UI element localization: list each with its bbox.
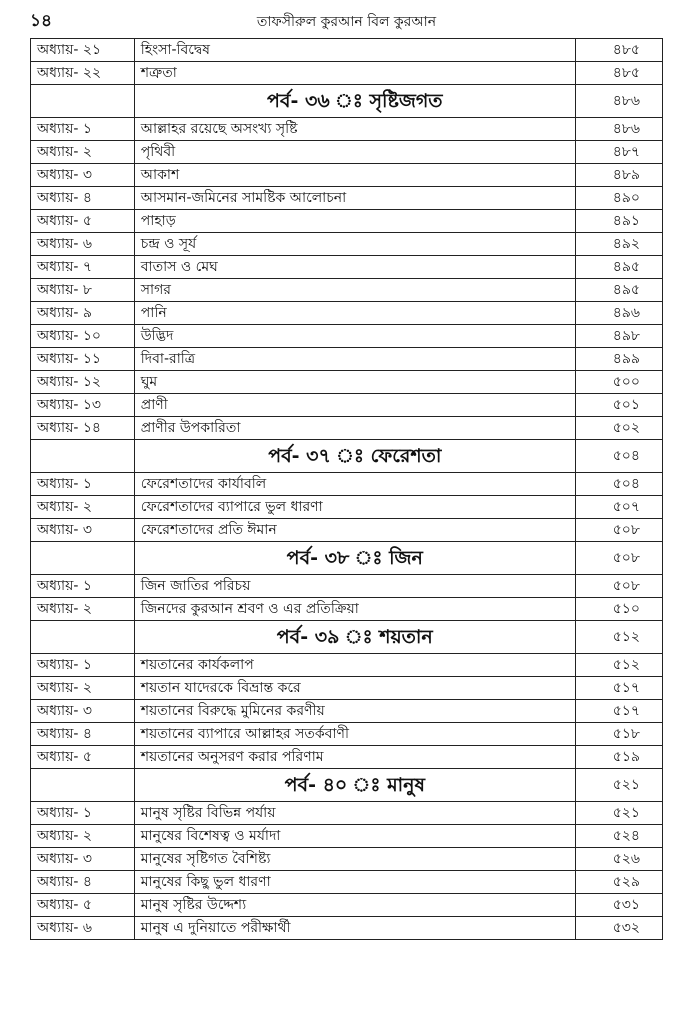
chapter-title: মানুষের সৃষ্টিগত বৈশিষ্ট্য <box>134 848 575 871</box>
chapter-label: অধ্যায়- ১ <box>31 654 135 677</box>
chapter-label: অধ্যায়- ৩ <box>31 700 135 723</box>
chapter-title: আল্লাহর রয়েছে অসংখ্য সৃষ্টি <box>134 118 575 141</box>
running-title: তাফসীরুল কুরআন বিল কুরআন <box>256 14 437 30</box>
chapter-label: অধ্যায়- ৩ <box>31 519 135 542</box>
page-number-cell: ৫০৮ <box>575 542 662 575</box>
chapter-title: পাহাড় <box>134 210 575 233</box>
empty-cell <box>31 440 135 473</box>
chapter-row <box>31 654 663 677</box>
page-number-cell: ৪৮৫ <box>575 39 662 62</box>
chapter-label: অধ্যায়- ১ <box>31 575 135 598</box>
part-heading-row <box>31 542 663 575</box>
chapter-row <box>31 279 663 302</box>
page-number-cell: ৪৮৬ <box>575 85 662 118</box>
chapter-row <box>31 394 663 417</box>
chapter-label: অধ্যায়- ৩ <box>31 848 135 871</box>
chapter-title: শয়তানের বিরুদ্ধে মুমিনের করণীয় <box>134 700 575 723</box>
chapter-row <box>31 496 663 519</box>
chapter-row <box>31 519 663 542</box>
chapter-title: শয়তানের ব্যাপারে আল্লাহর সতর্কবাণী <box>134 723 575 746</box>
chapter-row <box>31 187 663 210</box>
chapter-label: অধ্যায়- ১৩ <box>31 394 135 417</box>
page-number-cell: ৪৯০ <box>575 187 662 210</box>
page-number-cell: ৪৯৫ <box>575 279 662 302</box>
chapter-label: অধ্যায়- ৭ <box>31 256 135 279</box>
chapter-title: উদ্ভিদ <box>134 325 575 348</box>
chapter-title: চন্দ্র ও সূর্য <box>134 233 575 256</box>
chapter-label: অধ্যায়- ১ <box>31 802 135 825</box>
chapter-title: পৃথিবী <box>134 141 575 164</box>
chapter-row <box>31 164 663 187</box>
chapter-label: অধ্যায়- ৬ <box>31 233 135 256</box>
page-number-cell: ৪৮৫ <box>575 62 662 85</box>
page-number-cell: ৫০০ <box>575 371 662 394</box>
chapter-row <box>31 848 663 871</box>
chapter-title: ঘুম <box>134 371 575 394</box>
part-title: পর্ব- ৩৬ ঃ সৃষ্টিজগত <box>134 85 575 118</box>
page-number-cell: ৫১৭ <box>575 700 662 723</box>
page-number-cell: ৫০২ <box>575 417 662 440</box>
chapter-row <box>31 575 663 598</box>
page-number-cell: ৫২৯ <box>575 871 662 894</box>
page-number-cell: ৫১৯ <box>575 746 662 769</box>
table-of-contents <box>30 38 663 940</box>
page-number-cell: ৫০৮ <box>575 575 662 598</box>
page-number-cell: ৫০১ <box>575 394 662 417</box>
part-heading-row <box>31 85 663 118</box>
chapter-label: অধ্যায়- ২ <box>31 496 135 519</box>
chapter-label: অধ্যায়- ১৪ <box>31 417 135 440</box>
chapter-row <box>31 871 663 894</box>
chapter-row <box>31 746 663 769</box>
chapter-row <box>31 118 663 141</box>
chapter-title: মানুষ এ দুনিয়াতে পরীক্ষার্থী <box>134 917 575 940</box>
page-header <box>30 6 663 32</box>
chapter-row <box>31 62 663 85</box>
page-number-cell: ৪৯৯ <box>575 348 662 371</box>
chapter-label: অধ্যায়- ৮ <box>31 279 135 302</box>
page-number-cell: ৪৯২ <box>575 233 662 256</box>
chapter-row <box>31 894 663 917</box>
chapter-label: অধ্যায়- ২ <box>31 825 135 848</box>
chapter-title: শয়তানের অনুসরণ করার পরিণাম <box>134 746 575 769</box>
chapter-row <box>31 141 663 164</box>
chapter-label: অধ্যায়- ৫ <box>31 210 135 233</box>
chapter-row <box>31 598 663 621</box>
chapter-title: ফেরেশতাদের কার্যাবলি <box>134 473 575 496</box>
chapter-row <box>31 677 663 700</box>
chapter-title: শয়তানের কার্যকলাপ <box>134 654 575 677</box>
page-number-cell: ৪৮৬ <box>575 118 662 141</box>
chapter-title: বাতাস ও মেঘ <box>134 256 575 279</box>
empty-cell <box>31 769 135 802</box>
chapter-row <box>31 417 663 440</box>
part-heading-row <box>31 621 663 654</box>
chapter-title: দিবা-রাত্রি <box>134 348 575 371</box>
chapter-title: হিংসা-বিদ্বেষ <box>134 39 575 62</box>
page-number-cell: ৫১২ <box>575 621 662 654</box>
page-number-cell: ৪৯৫ <box>575 256 662 279</box>
chapter-row <box>31 371 663 394</box>
chapter-label: অধ্যায়- ১০ <box>31 325 135 348</box>
page-number-cell: ৫০৭ <box>575 496 662 519</box>
chapter-label: অধ্যায়- ৬ <box>31 917 135 940</box>
page-number-cell: ৫১০ <box>575 598 662 621</box>
page-number-cell: ৫০৪ <box>575 440 662 473</box>
chapter-row <box>31 473 663 496</box>
toc-body <box>31 39 663 940</box>
chapter-label: অধ্যায়- ২১ <box>31 39 135 62</box>
chapter-title: সাগর <box>134 279 575 302</box>
chapter-label: অধ্যায়- ১১ <box>31 348 135 371</box>
part-title: পর্ব- ৪০ ঃ মানুষ <box>134 769 575 802</box>
chapter-row <box>31 256 663 279</box>
page-number-cell: ৫২১ <box>575 802 662 825</box>
page-number-cell: ৪৮৯ <box>575 164 662 187</box>
chapter-row <box>31 348 663 371</box>
page-number-cell: ৪৯১ <box>575 210 662 233</box>
part-heading-row <box>31 440 663 473</box>
chapter-title: জিনদের কুরআন শ্রবণ ও এর প্রতিক্রিয়া <box>134 598 575 621</box>
chapter-row <box>31 325 663 348</box>
chapter-label: অধ্যায়- ৪ <box>31 187 135 210</box>
page-number-cell: ৫২১ <box>575 769 662 802</box>
chapter-label: অধ্যায়- ২২ <box>31 62 135 85</box>
chapter-title: আসমান-জমিনের সামষ্টিক আলোচনা <box>134 187 575 210</box>
empty-cell <box>31 621 135 654</box>
chapter-title: মানুষ সৃষ্টির উদ্দেশ্য <box>134 894 575 917</box>
chapter-row <box>31 39 663 62</box>
chapter-label: অধ্যায়- ১ <box>31 473 135 496</box>
part-heading-row <box>31 769 663 802</box>
chapter-title: মানুষের বিশেষত্ব ও মর্যাদা <box>134 825 575 848</box>
chapter-label: অধ্যায়- ২ <box>31 677 135 700</box>
chapter-title: মানুষের কিছু ভুল ধারণা <box>134 871 575 894</box>
page-number: ১৪ <box>30 11 53 31</box>
chapter-title: মানুষ সৃষ্টির বিভিন্ন পর্যায় <box>134 802 575 825</box>
chapter-title: শত্রুতা <box>134 62 575 85</box>
chapter-title: জিন জাতির পরিচয় <box>134 575 575 598</box>
chapter-title: প্রাণীর উপকারিতা <box>134 417 575 440</box>
chapter-title: ফেরেশতাদের প্রতি ঈমান <box>134 519 575 542</box>
chapter-label: অধ্যায়- ৪ <box>31 723 135 746</box>
chapter-row <box>31 233 663 256</box>
chapter-label: অধ্যায়- ৫ <box>31 746 135 769</box>
chapter-label: অধ্যায়- ৩ <box>31 164 135 187</box>
part-title: পর্ব- ৩৯ ঃ শয়তান <box>134 621 575 654</box>
chapter-row <box>31 825 663 848</box>
page-number-cell: ৫০৪ <box>575 473 662 496</box>
chapter-title: ফেরেশতাদের ব্যাপারে ভুল ধারণা <box>134 496 575 519</box>
chapter-label: অধ্যায়- ২ <box>31 141 135 164</box>
chapter-row <box>31 917 663 940</box>
empty-cell <box>31 542 135 575</box>
chapter-title: আকাশ <box>134 164 575 187</box>
chapter-row <box>31 700 663 723</box>
part-title: পর্ব- ৩৮ ঃ জিন <box>134 542 575 575</box>
chapter-label: অধ্যায়- ৪ <box>31 871 135 894</box>
part-title: পর্ব- ৩৭ ঃ ফেরেশতা <box>134 440 575 473</box>
page-number-cell: ৫১৮ <box>575 723 662 746</box>
page-number-cell: ৫৩১ <box>575 894 662 917</box>
chapter-row <box>31 723 663 746</box>
chapter-row <box>31 210 663 233</box>
page-number-cell: ৫১৭ <box>575 677 662 700</box>
page-number-cell: ৫২৪ <box>575 825 662 848</box>
chapter-title: পানি <box>134 302 575 325</box>
chapter-label: অধ্যায়- ৯ <box>31 302 135 325</box>
page-number-cell: ৪৯৬ <box>575 302 662 325</box>
chapter-row <box>31 802 663 825</box>
empty-cell <box>31 85 135 118</box>
chapter-title: প্রাণী <box>134 394 575 417</box>
page-number-cell: ৫৩২ <box>575 917 662 940</box>
chapter-label: অধ্যায়- ১ <box>31 118 135 141</box>
page-number-cell: ৫২৬ <box>575 848 662 871</box>
chapter-row <box>31 302 663 325</box>
chapter-title: শয়তান যাদেরকে বিভ্রান্ত করে <box>134 677 575 700</box>
chapter-label: অধ্যায়- ৫ <box>31 894 135 917</box>
chapter-label: অধ্যায়- ১২ <box>31 371 135 394</box>
page-number-cell: ৫১২ <box>575 654 662 677</box>
page-number-cell: ৪৯৮ <box>575 325 662 348</box>
chapter-label: অধ্যায়- ২ <box>31 598 135 621</box>
page-number-cell: ৪৮৭ <box>575 141 662 164</box>
page-number-cell: ৫০৮ <box>575 519 662 542</box>
